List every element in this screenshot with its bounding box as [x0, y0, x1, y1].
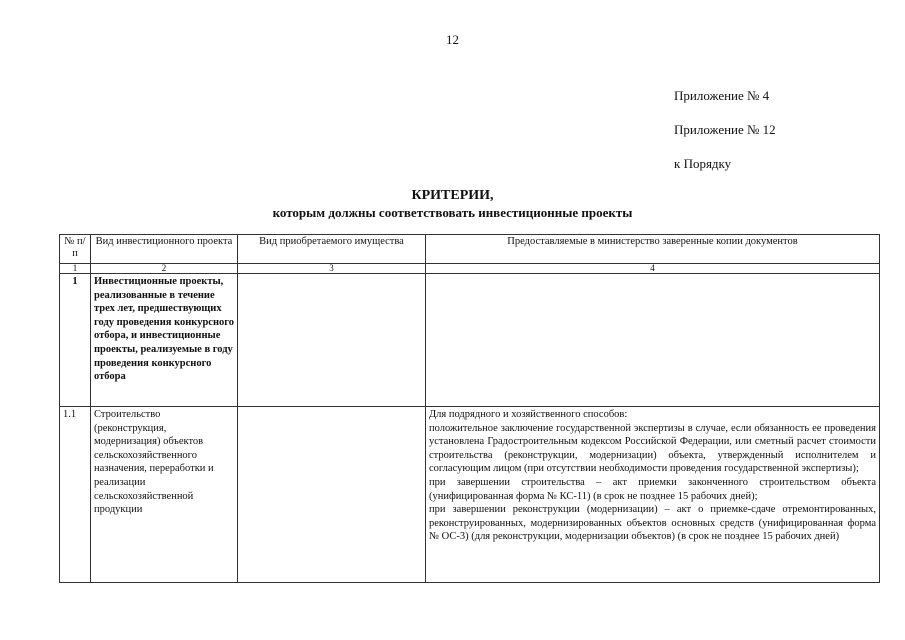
column-index: 1	[60, 264, 91, 274]
project-type-cell: Инвестиционные проекты, реализованные в течение трех лет, предшествующих году проведения конкурсного отбора, и инвестиционные проекты, реализуемые в году проведения конкурсного отбора	[91, 274, 238, 407]
header-number: № п/п	[60, 235, 91, 264]
header-project-type: Вид инвестиционного проекта	[91, 235, 238, 264]
criteria-table	[59, 234, 880, 583]
documents-paragraph: Для подрядного и хозяйственного способов:	[429, 409, 628, 420]
document-subtitle: которым должны соответствовать инвестиционные проекты	[272, 205, 633, 220]
table-row	[60, 274, 880, 407]
table-header-row	[60, 235, 880, 264]
property-type-cell	[238, 407, 426, 583]
row-number: 1.1	[60, 407, 91, 583]
column-index-row	[60, 264, 880, 274]
page-number: 12	[446, 32, 459, 47]
documents-paragraph: положительное заключение государственной экспертизы в случае, если обязанность ее проведения установлена Градостроительным кодексом Российской Федерации, или сметный расчет стоимости строительства (реконструкции, модернизации) объекта, утвержденный исполнителем и согласующим лицом (при отсутствии необходимости проведения государственной экспертизы);	[429, 422, 876, 475]
column-index: 2	[91, 264, 238, 274]
column-index: 3	[238, 264, 426, 274]
column-index: 4	[426, 264, 880, 274]
row-number: 1	[60, 274, 91, 407]
header-property-type: Вид приобретаемого имущества	[238, 235, 426, 264]
documents-paragraph: при завершении строительства – акт приемки законченного строительством объекта (унифицированная форма № КС-11) (в срок не позднее 15 рабочих дней);	[429, 476, 876, 502]
documents-paragraph: при завершении реконструкции (модернизации) – акт о приемке-сдаче отремонтированных, реконструированных, модернизированных объектов основных средств (унифицированная форма № ОС-3) (для реконструкции, модернизации объектов) (в срок не позднее 15 рабочих дней)	[429, 504, 876, 543]
document-title: КРИТЕРИИ,	[411, 188, 494, 203]
documents-cell	[426, 274, 880, 407]
table-row	[60, 407, 880, 583]
header-documents: Предоставляемые в министерство заверенные копии документов	[426, 235, 880, 264]
appendix-line-2: Приложение № 12	[674, 122, 776, 137]
documents-cell	[426, 407, 880, 583]
project-type-cell: Строительство (реконструкция, модернизация) объектов сельскохозяйственного назначения, переработки и реализации сельскохозяйственной продукции	[91, 407, 238, 583]
property-type-cell	[238, 274, 426, 407]
appendix-line-3: к Порядку	[674, 156, 732, 171]
appendix-line-1: Приложение № 4	[674, 88, 770, 103]
